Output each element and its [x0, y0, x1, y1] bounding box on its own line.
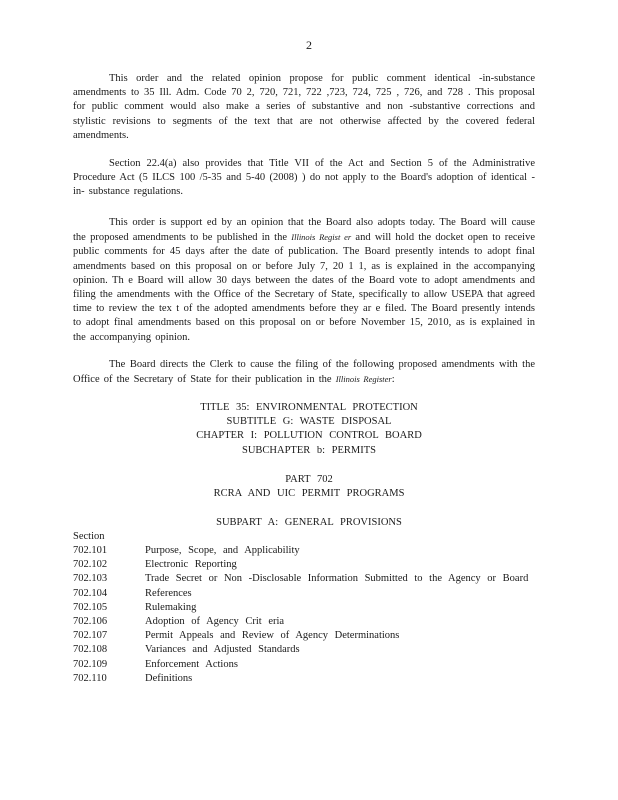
section-title: Permit Appeals and Review of Agency Determinations: [145, 630, 400, 642]
section-number: 702.103: [73, 573, 108, 585]
section-row: [73, 587, 543, 601]
chapter-heading: CHAPTER I: POLLUTION CONTROL BOARD: [196, 430, 422, 442]
section-number: 702.101: [73, 545, 108, 556]
section-number: 702.110: [73, 672, 107, 684]
section-title: Rulemaking: [145, 601, 197, 613]
section-title: Purpose, Scope, and Applicability: [145, 545, 300, 556]
paragraph-clerk-directive: [73, 358, 535, 387]
title-heading: TITLE 35: ENVIRONMENTAL PROTECTION: [200, 402, 418, 413]
subpart-heading: SUBPART A: GENERAL PROVISIONS: [216, 517, 402, 528]
section-number: 702.107: [73, 630, 108, 642]
section-row: [73, 601, 543, 615]
illinois-register-reference: Illinois Regist er: [291, 232, 352, 243]
section-row: [73, 558, 543, 572]
section-title: Enforcement Actions: [145, 658, 238, 670]
section-row: [73, 544, 543, 558]
section-title: Variances and Adjusted Standards: [145, 644, 300, 656]
section-row: [73, 629, 543, 643]
section-title: Definitions: [145, 672, 193, 684]
section-list: [73, 544, 543, 686]
section-title: Adoption of Agency Crit eria: [145, 615, 285, 627]
subtitle-heading: SUBTITLE G: WASTE DISPOSAL: [226, 416, 392, 428]
paragraph-order-support-text-a: This order is support ed by an opinion that the Board also adopts today. The Board will cause the proposed amendments to be published in the: [73, 217, 535, 244]
section-number: 702.108: [73, 644, 108, 656]
section-row: [73, 643, 543, 657]
section-title: Trade Secret or Non -Disclosable Information Submitted to the Agency or Board: [145, 573, 529, 585]
section-title: Electronic Reporting: [145, 559, 237, 571]
paragraph-section-22-4-text: Section 22.4(a) also provides that Title VII of the Act and Section 5 of the Administrative Procedure Act (5 ILCS 100 /5-35 and 5-40 (2008) ) do not apply to the Board's adoption of identical -in- substance regulations.: [73, 158, 535, 198]
title-headings: [0, 401, 618, 458]
part-headings: [0, 473, 618, 501]
section-number: 702.102: [73, 559, 108, 571]
section-title: References: [145, 587, 192, 599]
section-number: 702.104: [73, 587, 108, 599]
paragraph-clerk-directive-text-a: The Board directs the Clerk to cause the filing of the following proposed amendments with the Office of the Secretary of State for their publication in the: [73, 359, 535, 386]
section-number: 702.106: [73, 615, 108, 627]
section-row: [73, 658, 543, 672]
paragraph-proposal: [73, 72, 535, 143]
page-number: 2: [306, 38, 312, 52]
part-name-heading: RCRA AND UIC PERMIT PROGRAMS: [213, 488, 405, 500]
illinois-register-reference-2: Illinois Register: [335, 374, 392, 385]
subchapter-heading: SUBCHAPTER b: PERMITS: [241, 444, 377, 456]
paragraph-proposal-text: This order and the related opinion propose for public comment identical -in-substance amendments to 35 Ill. Adm. Code 70 2, 720, 721, 722 ,723, 724, 725 , 726, and 728 . This proposal for public comment would also make a series of substantive and non -substantive corrections and stylistic revisions to segments of the text that are not otherwise affected by the covered federal amendments.: [73, 73, 535, 141]
section-number: 702.105: [73, 601, 108, 613]
section-row: [73, 572, 543, 586]
paragraph-order-support-text-b: and will hold the docket open to receive public comments for 45 days after the date of publication. The Board presently intends to adopt final amendments based on this proposal on or before July 7, 20 1 1, as is explained in the accompanying opinion. Th e Board will allow 30 days between the dates of the Board vote to adopt amendments and filing the amendments with the Office of the Secretary of State, specifically to allow USEPA that agreed time to review the tex t of the adopted amendments before they ar e filed. The Board presently intends to adopt final amendments based on this proposal on or before November 15, 2010, as is explained in the accompanying opinion.: [73, 232, 535, 343]
paragraph-section-22-4: [73, 157, 535, 200]
section-number: 702.109: [73, 658, 108, 670]
subpart-headings: [0, 516, 618, 530]
paragraph-clerk-directive-text-b: :: [391, 374, 395, 386]
section-row: [73, 615, 543, 629]
part-heading: PART 702: [285, 474, 333, 485]
section-column-label: Section: [73, 531, 105, 542]
paragraph-order-support: [73, 216, 535, 345]
section-row: [73, 672, 543, 686]
